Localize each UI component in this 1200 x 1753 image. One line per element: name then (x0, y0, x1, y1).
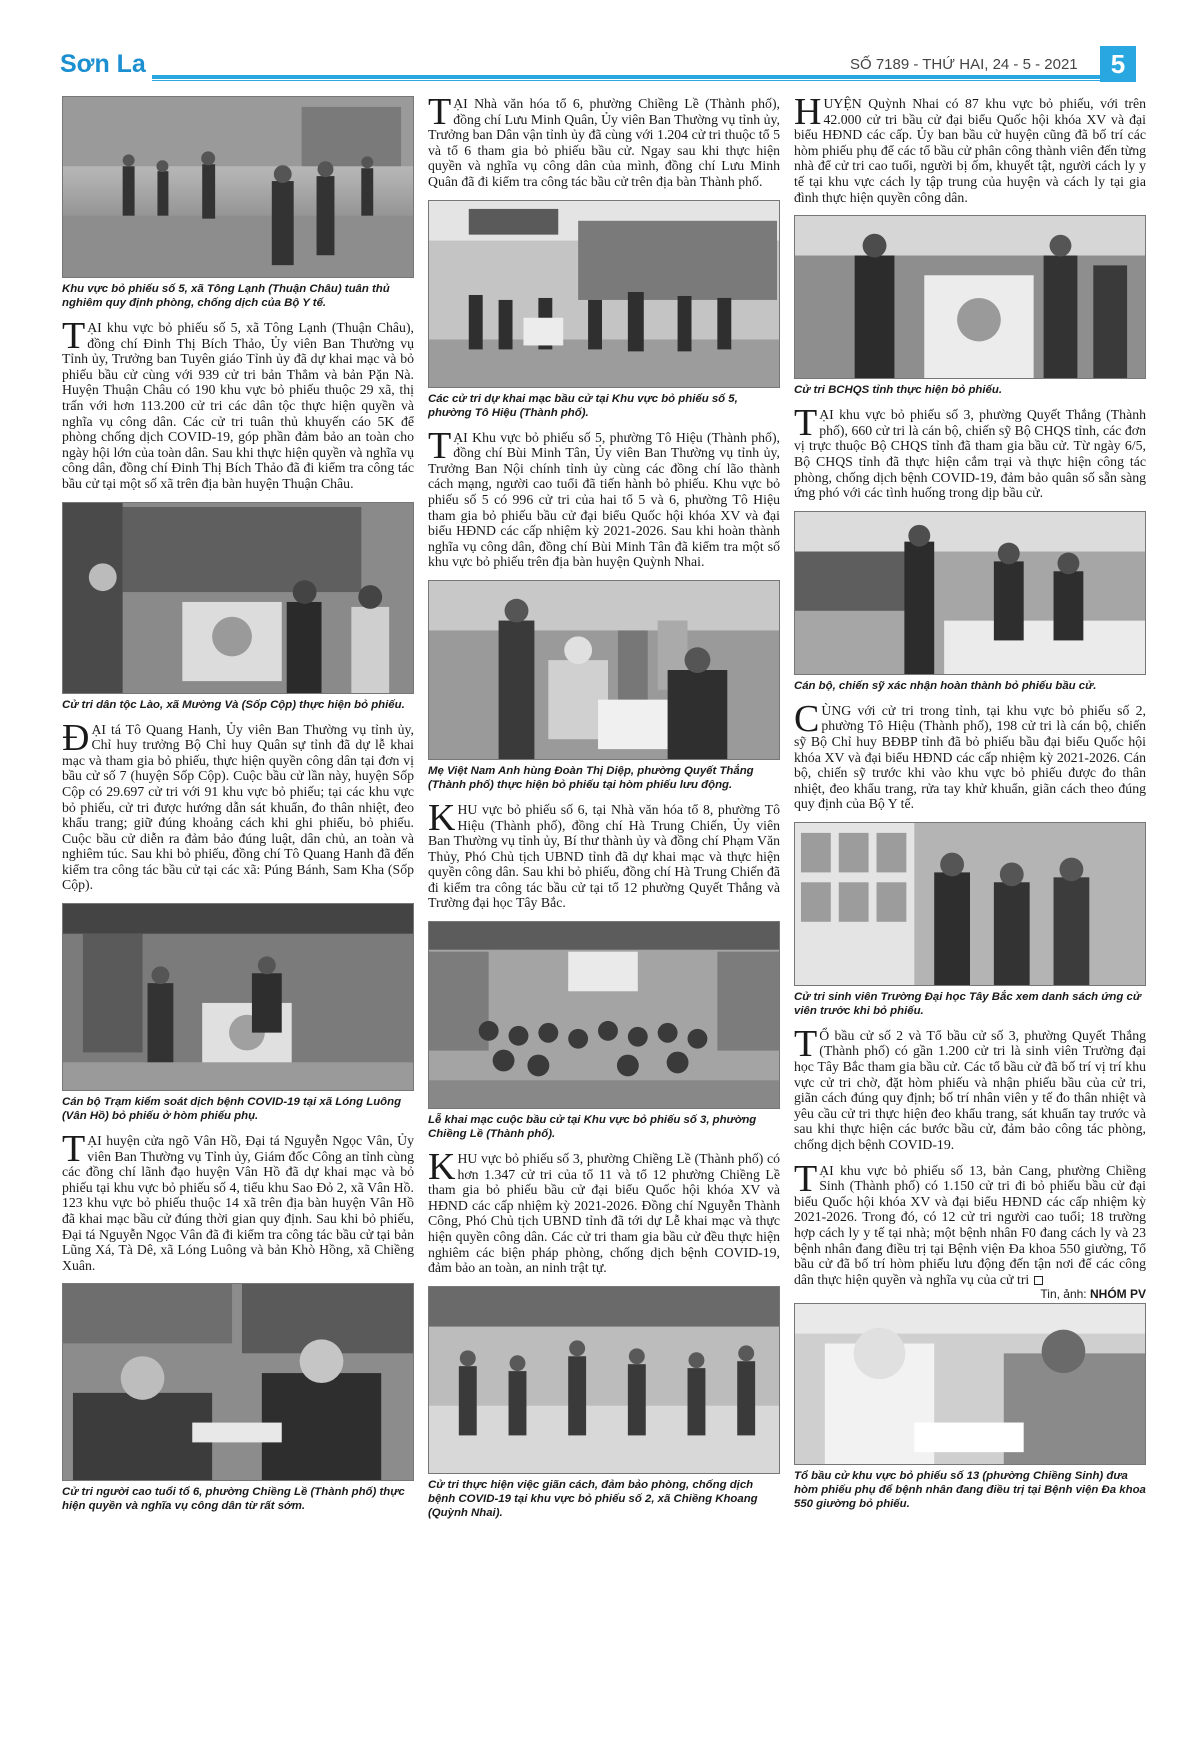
article-text: ẠI tá Tô Quang Hanh, Ủy viên Ban Thường vụ tỉnh ủy, Chỉ huy trưởng Bộ Chỉ huy Quân sự tỉnh đã dự lễ khai mạc và tham gia bỏ phiếu, thực hiện quyền công dân tại đơn vị bầu cử số 7 (huyện Sốp Cộp). Cuộc bầu cử lần này, huyện Sốp Cộp có 29.697 cử tri với 91 khu vực bỏ phiếu; tại các khu vực bỏ phiếu, cử tri được hướng dẫn sát khuẩn, đo thân nhiệt, đeo khẩu trang; giữ đúng khoảng cách khi ghi phiếu, bỏ phiếu. Cuộc bầu cử diễn ra đảm bảo đúng luật, dân chủ, an toàn và nghiêm túc. Sau khi bỏ phiếu, đồng chí Tô Quang Hanh đã đến kiểm tra công tác bầu cử tại các xã: Púng Bánh, Sam Kha (Sốp Cộp). (62, 721, 414, 893)
caption: Cử tri dân tộc Lào, xã Mường Và (Sốp Cộp) thực hiện bỏ phiếu. (62, 698, 405, 711)
article-text: ẠI Nhà văn hóa tổ 6, phường Chiềng Lề (Thành phố), đồng chí Lưu Minh Quân, Ủy viên Ban Thường vụ tỉnh ủy, Trưởng ban Dân vận tỉnh ủy đã cùng với 1.204 cử tri thuộc tổ 5 và tổ 6 tham gia bỏ phiếu bầu cử. Ngay sau khi thực hiện quyền và nghĩa vụ công dân của mình, đồng chí Lưu Minh Quân đã đi kiểm tra công tác bầu cử trên địa bàn Thành phố. (428, 96, 780, 189)
drop-cap: C (794, 697, 820, 740)
article-text: ẠI huyện cửa ngõ Vân Hồ, Đại tá Nguyễn Ngọc Vân, Ủy viên Ban Thường vụ Tỉnh ủy, Giám đốc Công an tỉnh cùng các đồng chí lãnh đạo huyện Vân Hồ đã dự khai mạc và bỏ phiếu tại khu vực bỏ phiếu số 4, tiểu khu Sao Đỏ 2, xã Vân Hồ. 123 khu vực bỏ phiếu thuộc 14 xã trên địa bàn huyện Vân Hồ đã khai mạc bầu cử đúng thời gian quy định. Sau khi bỏ phiếu, Đại tá Nguyễn Ngọc Vân đã đi kiểm tra công tác bầu cử tại bản Lũng Xá, Tà Dê, xã Lóng Luông và bản Khò Hồng, xã Chiềng Xuân. (62, 1133, 414, 1273)
drop-cap: K (428, 1146, 456, 1189)
photo-elderly-voters (62, 1283, 414, 1481)
article-paragraph (794, 1022, 1146, 1153)
end-mark-icon (1034, 1276, 1043, 1285)
photo-heroic-mother (428, 580, 780, 760)
photo-student-voters (794, 822, 1146, 986)
photo-voters-tong-lanh (62, 96, 414, 278)
photo-opening-to-hieu (428, 200, 780, 388)
photo-military-voters (794, 215, 1146, 379)
article-paragraph (62, 716, 414, 894)
drop-cap: T (794, 1022, 818, 1065)
drop-cap: K (428, 796, 456, 839)
article-text: ẠI khu vực bỏ phiếu số 5, xã Tông Lạnh (Thuận Châu), đồng chí Đinh Thị Bích Thảo, Ủy viên Ban Thường vụ Tỉnh ủy, Trưởng ban Tuyên giáo Tỉnh ủy đã dự khai mạc và bỏ phiếu bầu cử cùng với 939 cử tri bản Thẳm và bản Pặn Nà. Huyện Thuận Châu có 190 khu vực bỏ phiếu thuộc 29 xã, thị trấn với hơn 113.200 cử tri các dân tộc thực hiện quyền và nghĩa vụ công dân. Các cử tri tuân thủ khuyến cáo 5K để phòng chống dịch COVID-19, góp phần đảm bảo an toàn cho ngày hội lớn của toàn dân. Sau khi thực hiện quyền và nghĩa vụ công dân, đồng chí Đinh Thị Bích Thảo đã đi kiểm tra công tác bầu cử tại một số xã trên địa bàn huyện Thuận Châu. (62, 320, 414, 491)
page-number: 5 (1100, 46, 1136, 82)
column-2 (428, 91, 780, 1530)
photo-hospital-voting (794, 1303, 1146, 1465)
photo-credit: Tin, ảnh: NHÓM PV (1040, 1287, 1146, 1302)
drop-cap: T (62, 315, 86, 357)
article-text: HU vực bỏ phiếu số 6, tại Nhà văn hóa tổ 8, phường Tô Hiệu (Thành phố), đồng chí Hà Trung Chiến, Ủy viên Ban Thường vụ tỉnh ủy, Bí thư thành ủy và đồng chí Phạm Văn Thủy, Phó Chủ tịch UBND tỉnh đã dự khai mạc và thực hiện quyền công dân. Sau khi bỏ phiếu, đồng chí Hà Trung Chiến đã đi kiểm tra công tác bầu cử tại tổ 12 phường Quyết Thắng và Trường đại học Tây Bắc. (428, 801, 780, 911)
issue-info: SỐ 7189 - THỨ HAI, 24 - 5 - 2021 (850, 56, 1078, 73)
article-text: ẠI Khu vực bỏ phiếu số 5, phường Tô Hiệu (Thành phố), đồng chí Bùi Minh Tân, Ủy viên Ban Thường vụ tỉnh ủy, Trưởng Ban Nội chính tỉnh ủy cùng các đồng chí lão thành cách mạng, người cao tuổi đã tiến hành bỏ phiếu. Khu vực bỏ phiếu số 5 có 996 cử tri của hai tổ 5 và 6, phường Tô Hiệu tham gia bỏ phiếu bầu cử đại biểu Quốc hội khóa XV và đại biểu HĐND các cấp nhiệm kỳ 2021-2026. Sau khi hoàn thành nghĩa vụ công dân, đồng chí Bùi Minh Tân đã kiểm tra một số khu vực bỏ phiếu trên địa bàn huyện Quỳnh Nhai. (428, 429, 780, 570)
caption: Cử tri BCHQS tỉnh thực hiện bỏ phiếu. (794, 384, 1002, 397)
article-paragraph (428, 91, 780, 190)
caption: Mẹ Việt Nam Anh hùng Đoàn Thị Diệp, phường Quyết Thắng (Thành phố) thực hiện bỏ phiếu tại hòm phiếu lưu động. (428, 764, 754, 791)
caption: Cử tri sinh viên Trường Đại học Tây Bắc xem danh sách ứng cử viên trước khi bỏ phiếu. (794, 990, 1141, 1017)
caption: Cử tri người cao tuổi tổ 6, phường Chiềng Lề (Thành phố) thực hiện quyền và nghĩa vụ công dân từ rất sớm. (62, 1486, 405, 1513)
article-text: HU vực bỏ phiếu số 3, phường Chiềng Lề (Thành phố) có hơn 1.347 cử tri của tổ 11 và tổ 12 phường Chiềng Lề tham gia bỏ phiếu bầu cử đại biểu Quốc hội khóa XV và HĐND các cấp nhiệm kỳ 2021-2026. Đồng chí Nguyễn Thành Công, Phó Chủ tịch UBND tỉnh đã tới dự Lễ khai mạc và thực hiện quyền công dân. Các cử tri tham gia bầu cử đều thực hiện nghiêm các biện pháp phòng, chống dịch bệnh COVID-19, đảm bảo an toàn, an ninh trật tự. (428, 1151, 780, 1276)
article-paragraph (794, 697, 1146, 812)
article-text: UYỆN Quỳnh Nhai có 87 khu vực bỏ phiếu, với trên 42.000 cử tri bầu cử đại biểu Quốc hội khóa XV và đại biểu HĐND các cấp. Ủy ban bầu cử huyện cũng đã bố trí các hòm phiếu phụ để các tổ bầu cử phân công thành viên đến từng nhà để cử tri cao tuổi, người bị ốm, khuyết tật, người cách ly y tế tại khu vực cách ly tập trung của huyện và cách ly tại gia đình thực hiện quyền công dân. (794, 96, 1146, 205)
article-text: ẠI khu vực bỏ phiếu số 3, phường Quyết Thắng (Thành phố), 660 cử tri là cán bộ, chiến sỹ Bộ CHQS tỉnh, các đơn vị trực thuộc Bộ CHQS tỉnh đã tham gia bầu cử. Từ ngày 6/5, Bộ CHQS tỉnh đã thực hiện cắm trại và thực hiện công tác phòng, chống dịch bệnh COVID-19, đảm bảo quân số sẵn sàng ứng phó với các tình huống trong dịp bầu cử. (794, 407, 1146, 501)
article-paragraph (62, 1128, 414, 1273)
article-paragraph (428, 1146, 780, 1276)
drop-cap: T (794, 402, 818, 445)
photo-lao-voters (62, 502, 414, 694)
header-rule (152, 75, 1112, 79)
caption: Cán bộ, chiến sỹ xác nhận hoàn thành bỏ phiếu bầu cử. (794, 679, 1097, 692)
drop-cap: H (794, 91, 822, 133)
photo-soldiers-confirm (794, 511, 1146, 675)
drop-cap: T (62, 1128, 86, 1171)
drop-cap: T (428, 424, 452, 467)
article-text: ÙNG với cử tri trong tỉnh, tại khu vực bỏ phiếu số 2, phường Tô Hiệu (Thành phố), 198 cử tri là cán bộ, chiến sỹ Bộ Chỉ huy BĐBP tỉnh đã bỏ phiếu bầu đại biểu Quốc hội khóa XV và đại biểu HĐND các cấp nhiệm kỳ 2021-2026. Cán bộ, chiến sỹ trước khi vào khu vực bỏ phiếu được đo thân nhiệt, đeo khẩu trang, rửa tay khử khuẩn, giãn cách theo đúng quy định của Bộ Y tế. (794, 702, 1146, 812)
article-paragraph (62, 315, 414, 492)
article-paragraph (794, 91, 1146, 205)
section-logo: Sơn La (60, 50, 146, 78)
page-header (60, 46, 1160, 86)
article-text: ẠI khu vực bỏ phiếu số 13, bản Cang, phường Chiềng Sinh (Thành phố) có 1.150 cử tri đi bỏ phiếu bầu cử đại biểu Quốc hội khóa XV và đại biểu HĐND các cấp nhiệm kỳ 2021-2026. Trong đó, có 12 cử tri người cao tuổi; 18 trường hợp cách ly y tế tại nhà; một bệnh nhân F0 đang cách ly và 23 bệnh nhân đang điều trị tại Bệnh viện Đa khoa 550 giường, Tổ bầu cử đã bố trí hòm phiếu lưu động đến tận nơi để các công dân thực hiện quyền và nghĩa vụ của cử tri (794, 1162, 1146, 1287)
caption: Cử tri thực hiện việc giãn cách, đảm bảo phòng, chống dịch bệnh COVID-19 tại khu vực bỏ phiếu số 2, xã Chiềng Khoang (Quỳnh Nhai). (428, 1478, 758, 1519)
article-paragraph (794, 402, 1146, 501)
column-3 (794, 91, 1146, 1521)
photo-opening-chieng-le (428, 921, 780, 1109)
column-1 (62, 96, 414, 1523)
caption: Tổ bầu cử khu vực bỏ phiếu số 13 (phường Chiềng Sinh) đưa hòm phiếu phụ để bệnh nhân đang điều trị tại Bệnh viện Đa khoa 550 giường bỏ phiếu. (794, 1469, 1146, 1510)
header-rule-thin (152, 80, 1112, 81)
drop-cap: T (794, 1157, 818, 1200)
caption: Khu vực bỏ phiếu số 5, xã Tông Lạnh (Thuận Châu) tuân thủ nghiêm quy định phòng, chống dịch của Bộ Y tế. (62, 283, 390, 309)
article-paragraph (428, 796, 780, 911)
drop-cap: Đ (62, 716, 90, 759)
drop-cap: T (428, 91, 452, 133)
photo-covid-checkpoint (62, 903, 414, 1091)
caption: Các cử tri dự khai mạc bầu cử tại Khu vực bỏ phiếu số 5, phường Tô Hiệu (Thành phố). (428, 392, 738, 419)
article-text: Ổ bầu cử số 2 và Tổ bầu cử số 3, phường Quyết Thắng (Thành phố) có gần 1.200 cử tri là sinh viên Trường đại học Tây Bắc tham gia bầu cử. Các tổ bầu cử đã bố trí vị trí khu vực cử tri chờ, đặt hòm phiếu và nhận phiếu bầu của cử tri, giãn cách đúng quy định; bố trí nhân viên y tế đo thân nhiệt và yêu cầu cử tri thực hiện đeo khẩu trang, sát khuẩn tay trước và sau khi thực hiện các bước bầu cử, đảm bảo công tác phòng, chống dịch bệnh COVID-19. (794, 1027, 1146, 1153)
caption: Cán bộ Trạm kiểm soát dịch bệnh COVID-19 tại xã Lóng Luông (Vân Hồ) bỏ phiếu ở hòm phiếu phụ. (62, 1096, 402, 1123)
article-paragraph (428, 424, 780, 570)
photo-distancing-quynh-nhai (428, 1286, 780, 1474)
article-paragraph (794, 1157, 1146, 1302)
caption: Lễ khai mạc cuộc bầu cử tại Khu vực bỏ phiếu số 3, phường Chiềng Lề (Thành phố). (428, 1114, 757, 1141)
